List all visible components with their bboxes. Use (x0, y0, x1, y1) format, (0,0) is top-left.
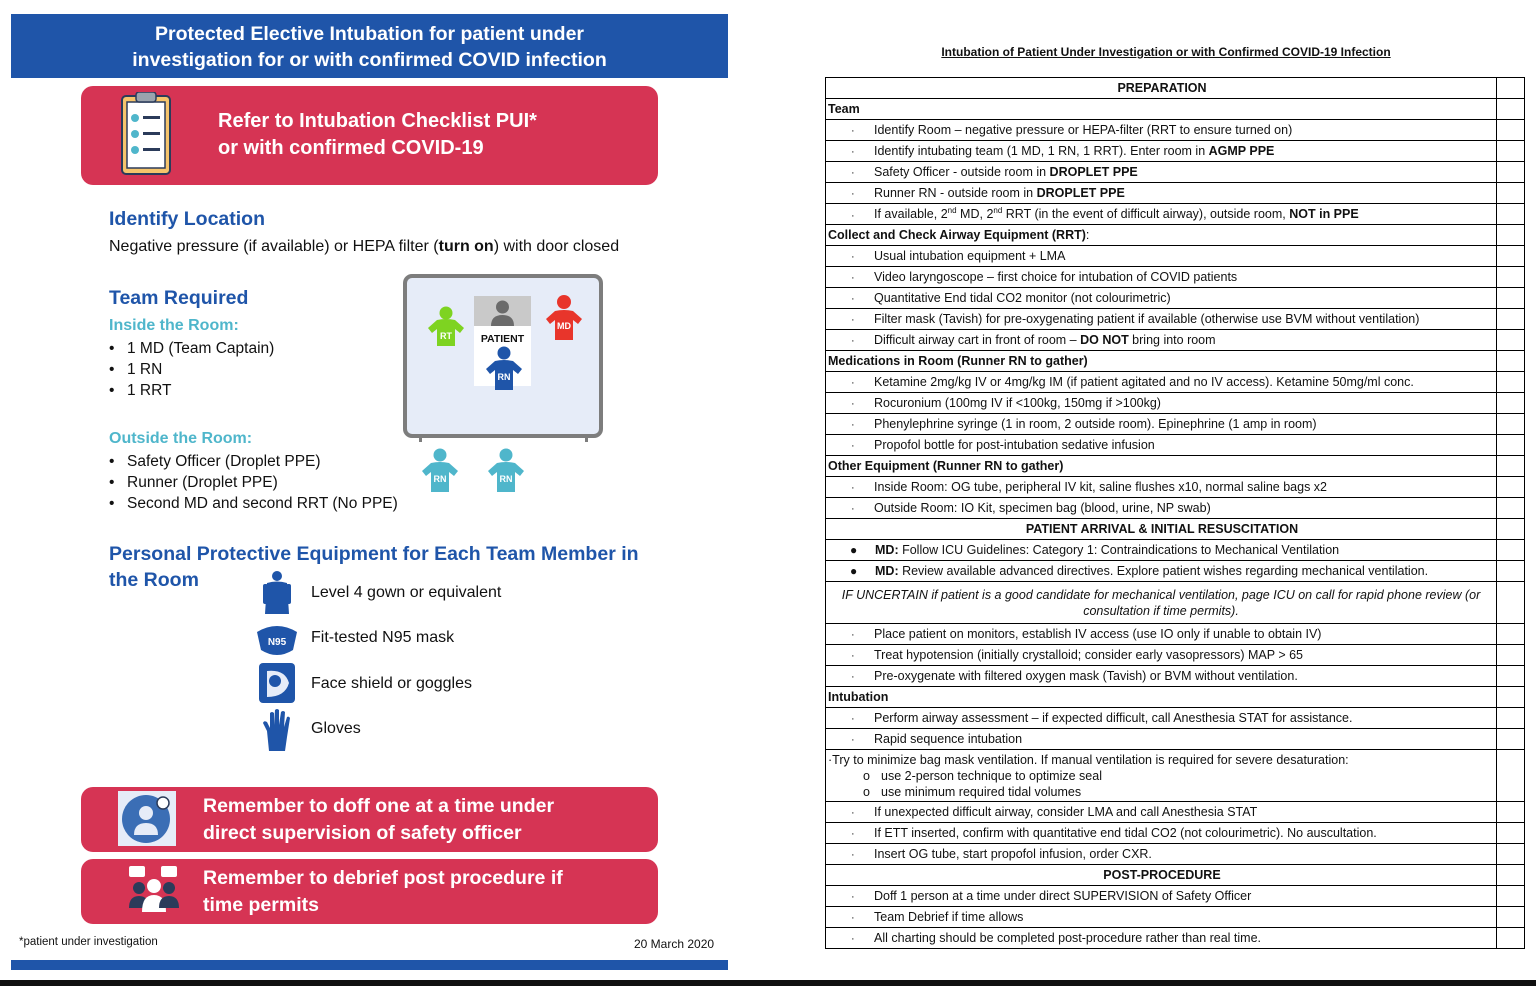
checklist-row (826, 708, 1525, 729)
checklist-item-text: Try to minimize bag mask ventilation. If manual ventilation is required for severe desaturation: (832, 753, 1349, 767)
checklist-item-bold: AGMP PPE (1208, 144, 1275, 158)
checklist-cell (826, 414, 1497, 435)
checklist-row (826, 666, 1525, 687)
checklist-item-bold: DROPLET PPE (1049, 165, 1138, 179)
checklist-row (826, 582, 1525, 624)
checklist-item-bold: MD: (875, 543, 899, 557)
room-diagram-leg (585, 434, 588, 442)
location-text-bold: turn on (438, 238, 494, 255)
checklist-item-text: RRT (in the event of difficult airway), outside room, (1002, 207, 1290, 222)
checklist-section-heading: Team (828, 102, 860, 116)
checklist-item-text: Pre-oxygenate with filtered oxygen mask (Tavish) or BVM without ventilation. (874, 669, 1298, 683)
bullet-mark: · (851, 734, 855, 746)
refer-checklist-banner (81, 86, 658, 185)
checklist-checkbox[interactable] (1497, 246, 1525, 267)
intubation-poster (0, 0, 740, 986)
list-item: • Second MD and second RRT (No PPE) (109, 493, 398, 514)
checklist-cell (826, 687, 1497, 708)
checklist-section-heading: Intubation (828, 690, 889, 704)
ppe-shield-label: Face shield or goggles (311, 675, 472, 692)
location-description (109, 238, 619, 256)
checklist-row (826, 162, 1525, 183)
checklist-checkbox[interactable] (1497, 844, 1525, 865)
checklist-checkbox[interactable] (1497, 120, 1525, 141)
checklist-item-text: Follow ICU Guidelines: Category 1: Contraindications to Mechanical Ventilation (898, 543, 1340, 557)
room-diagram-leg (419, 434, 422, 442)
checklist-cell (826, 246, 1497, 267)
n95-mask-text: N95 (267, 637, 287, 648)
debrief-line2: time permits (203, 894, 319, 916)
checklist-row (826, 267, 1525, 288)
bullet-mark: · (851, 828, 855, 840)
checklist-checkbox[interactable] (1497, 750, 1525, 802)
checklist-checkbox[interactable] (1497, 162, 1525, 183)
rt-staff-icon (423, 306, 469, 348)
checklist-row (826, 330, 1525, 351)
poster-bottom-bar (11, 960, 728, 970)
outside-room-list (109, 451, 398, 514)
checklist-item-text: Rapid sequence intubation (874, 732, 1023, 746)
poster-title-banner (11, 14, 728, 78)
safety-officer-icon (118, 791, 176, 846)
doff-reminder-text (203, 793, 554, 847)
checklist-cell (826, 141, 1497, 162)
checklist-item-text: Inside Room: OG tube, peripheral IV kit, saline flushes x10, normal saline bags x2 (874, 480, 1328, 494)
patient-person-icon (474, 296, 531, 326)
checklist-item-text: Review available advanced directives. Explore patient wishes regarding mechanical ventilation. (898, 564, 1429, 578)
team-debrief-icon (127, 864, 181, 918)
checklist-checkbox[interactable] (1497, 183, 1525, 204)
checklist-row (826, 844, 1525, 865)
checklist-cell (826, 372, 1497, 393)
checklist-checkbox[interactable] (1497, 540, 1525, 561)
checklist-cell (826, 865, 1497, 886)
checklist-row (826, 865, 1525, 886)
identify-location-heading: Identify Location (109, 208, 265, 230)
checklist-item-bold: MD: (875, 564, 899, 578)
checklist-item-text: Rocuronium (100mg IV if <100kg, 150mg if >100kg) (874, 396, 1161, 410)
checklist-checkbox[interactable] (1497, 582, 1525, 624)
checklist-row (826, 246, 1525, 267)
list-item: • Runner (Droplet PPE) (109, 472, 398, 493)
bullet-mark: · (851, 125, 855, 137)
debrief-reminder-text (203, 865, 563, 919)
checklist-cell (826, 99, 1497, 120)
checklist-checkbox[interactable] (1497, 823, 1525, 844)
rt-label: RT (440, 331, 452, 341)
checklist-row (826, 372, 1525, 393)
checklist-cell (826, 750, 1497, 802)
checklist-checkbox[interactable] (1497, 498, 1525, 519)
bullet-mark: · (851, 891, 855, 903)
checklist-item-text: Identify Room – negative pressure or HEPA-filter (RRT to ensure turned on) (874, 123, 1293, 137)
patient-photo (474, 296, 531, 326)
bullet-mark: ● (850, 543, 858, 557)
checklist-item-text: Propofol bottle for post-intubation sedative infusion (874, 438, 1155, 452)
checklist-checkbox[interactable] (1497, 802, 1525, 823)
checklist-checkbox[interactable] (1497, 414, 1525, 435)
checklist-cell (826, 456, 1497, 477)
glove-icon (255, 707, 299, 751)
checklist-row (826, 624, 1525, 645)
refer-text (218, 108, 537, 162)
bullet-mark: · (851, 188, 855, 200)
checklist-checkbox[interactable] (1497, 309, 1525, 330)
bullet-mark: · (851, 503, 855, 515)
outside-rn-label: RN (499, 474, 513, 484)
checklist-row (826, 435, 1525, 456)
checklist-cell (826, 309, 1497, 330)
bullet-mark: · (851, 419, 855, 431)
rn-staff-icon (481, 346, 527, 392)
checklist-checkbox[interactable] (1497, 886, 1525, 907)
location-text-post: ) with door closed (493, 238, 620, 255)
checklist-checkbox[interactable] (1497, 928, 1525, 949)
poster-date: 20 March 2020 (634, 937, 715, 951)
patient-label: PATIENT (480, 333, 525, 345)
ppe-gown-label: Level 4 gown or equivalent (311, 584, 502, 601)
checklist-title: Intubation of Patient Under Investigation or with Confirmed COVID-19 Infection (941, 45, 1391, 59)
checklist-checkbox[interactable] (1497, 477, 1525, 498)
checklist-row (826, 561, 1525, 582)
inside-room-list (109, 338, 274, 401)
checklist-item-text: Perform airway assessment – if expected difficult, call Anesthesia STAT for assistance. (874, 711, 1353, 725)
checklist-cell (826, 708, 1497, 729)
checklist-cell (826, 561, 1497, 582)
bullet-mark: · (851, 440, 855, 452)
checklist-row (826, 204, 1525, 225)
checklist-section-heading: Collect and Check Airway Equipment (RRT) (828, 228, 1086, 242)
checklist-cell (826, 729, 1497, 750)
checklist-row (826, 687, 1525, 708)
ppe-heading-line2: the Room (109, 569, 199, 591)
checklist-checkbox[interactable] (1497, 330, 1525, 351)
debrief-reminder-banner (81, 859, 658, 924)
refer-line1: Refer to Intubation Checklist PUI* (218, 110, 537, 132)
sub-bullet-mark: o (863, 785, 870, 799)
checklist-item-text: Identify intubating team (1 MD, 1 RN, 1 RRT). Enter room in (874, 144, 1209, 158)
n95-mask-icon (255, 618, 299, 662)
ordinal-suffix: nd (993, 206, 1003, 216)
checklist-row (826, 886, 1525, 907)
bullet-mark: · (851, 377, 855, 389)
checklist-row (826, 645, 1525, 666)
checklist-row (826, 477, 1525, 498)
inside-room-heading: Inside the Room: (109, 317, 239, 334)
checklist-cell (826, 907, 1497, 928)
checklist-cell (826, 540, 1497, 561)
checklist-row (826, 78, 1525, 99)
list-item: • Safety Officer (Droplet PPE) (109, 451, 398, 472)
debrief-line1: Remember to debrief post procedure if (203, 867, 563, 889)
bullet-mark: · (828, 753, 833, 767)
bullet-mark: · (851, 713, 855, 725)
checklist-item-text: Doff 1 person at a time under direct SUPERVISION of Safety Officer (874, 889, 1252, 903)
checklist-checkbox[interactable] (1497, 141, 1525, 162)
checklist-checkbox[interactable] (1497, 687, 1525, 708)
checklist-cell (826, 582, 1497, 624)
checklist-checkbox[interactable] (1497, 456, 1525, 477)
list-item: • 1 RRT (109, 380, 274, 401)
checklist-subitem-text: use 2-person technique to optimize seal (881, 769, 1102, 783)
checklist-row (826, 907, 1525, 928)
checklist-section-heading: Other Equipment (Runner RN to gather) (828, 459, 1064, 473)
checklist-item-bold: DROPLET PPE (1036, 186, 1125, 200)
checklist-cell (826, 928, 1497, 949)
checklist-section-title: PATIENT ARRIVAL & INITIAL RESUSCITATION (1025, 522, 1299, 536)
poster-title-line2: investigation for or with confirmed COVID infection (132, 49, 607, 71)
bullet-mark: ● (850, 564, 858, 578)
md-staff-icon (541, 294, 587, 342)
checklist-row (826, 519, 1525, 540)
checklist-checkbox[interactable] (1497, 729, 1525, 750)
checklist-item-text: Video laryngoscope – first choice for intubation of COVID patients (874, 270, 1238, 284)
checklist-row (826, 141, 1525, 162)
bullet-mark: · (851, 146, 855, 158)
checklist-checkbox[interactable] (1497, 204, 1525, 225)
checklist-section-title: PREPARATION (1117, 81, 1207, 95)
checklist-item-text: MD, (956, 207, 987, 222)
bullet-mark: · (851, 251, 855, 263)
checklist-row (826, 99, 1525, 120)
checklist-item-text: Runner RN - outside room in (874, 186, 1037, 200)
checklist-cell (826, 351, 1497, 372)
checklist-note: IF UNCERTAIN if patient is a good candidate for mechanical ventilation, page ICU on call for rapid phone review (or consultation if time permits). (841, 587, 1481, 618)
checklist-row (826, 351, 1525, 372)
checklist-row (826, 802, 1525, 823)
outside-rn-label: RN (433, 474, 447, 484)
bullet-mark: · (851, 398, 855, 410)
checklist-row (826, 120, 1525, 141)
checklist-row (826, 729, 1525, 750)
checklist-item-text: Place patient on monitors, establish IV access (use IO only if unable to obtain IV) (874, 627, 1322, 641)
checklist-item-bold: NOT in PPE (1289, 207, 1359, 222)
checklist-checkbox[interactable] (1497, 393, 1525, 414)
checklist-checkbox[interactable] (1497, 865, 1525, 886)
checklist-row (826, 183, 1525, 204)
checklist-item-text: If ETT inserted, confirm with quantitative end tidal CO2 (not colourimetric). No auscultation. (874, 826, 1377, 840)
checklist-subitem-text: use minimum required tidal volumes (881, 785, 1082, 799)
checklist-cell (826, 519, 1497, 540)
checklist-cell (826, 330, 1497, 351)
poster-title-line1: Protected Elective Intubation for patient under (154, 23, 585, 45)
bullet-mark: · (851, 167, 855, 179)
checklist-cell (826, 477, 1497, 498)
doff-reminder-banner (81, 787, 658, 852)
checklist-cell (826, 393, 1497, 414)
checklist-row (826, 750, 1525, 802)
gown-icon (255, 570, 299, 614)
checklist-item-text: If available, (874, 207, 941, 222)
checklist-subitem (828, 784, 1496, 800)
refer-line2: or with confirmed COVID-19 (218, 137, 484, 159)
checklist-cell: · If available, 2nd MD, 2nd RRT (in the event of difficult airway), outside room, NOT in PPE (826, 204, 1497, 225)
checklist-checkbox[interactable] (1497, 225, 1525, 246)
checklist-cell (826, 267, 1497, 288)
bullet-mark: · (851, 209, 855, 222)
checklist-checkbox[interactable] (1497, 435, 1525, 456)
rn-label: RN (497, 372, 511, 382)
checklist-checkbox[interactable] (1497, 907, 1525, 928)
checklist-row (826, 456, 1525, 477)
bullet-mark: · (851, 933, 855, 945)
location-text-pre: Negative pressure (if available) or HEPA filter ( (109, 238, 439, 255)
checklist-cell (826, 498, 1497, 519)
ppe-gloves-label: Gloves (311, 720, 361, 737)
checklist-checkbox[interactable] (1497, 351, 1525, 372)
checklist-cell (826, 162, 1497, 183)
bullet-mark: · (851, 314, 855, 326)
checklist-cell (826, 624, 1497, 645)
footnote: *patient under investigation (19, 936, 158, 948)
face-shield-icon (255, 661, 299, 705)
bullet-mark: · (851, 671, 855, 683)
bullet-mark: · (851, 335, 855, 347)
checklist-checkbox[interactable] (1497, 288, 1525, 309)
checklist-checkbox[interactable] (1497, 519, 1525, 540)
checklist-row (826, 288, 1525, 309)
checklist-row (826, 414, 1525, 435)
checklist-row (826, 928, 1525, 949)
checklist-checkbox[interactable] (1497, 78, 1525, 99)
doff-line2: direct supervision of safety officer (203, 822, 522, 844)
bullet-mark: · (851, 849, 855, 861)
checklist-section-heading: Medications in Room (Runner RN to gather) (828, 354, 1088, 368)
checklist-checkbox[interactable] (1497, 666, 1525, 687)
checklist-row (826, 540, 1525, 561)
checklist-checkbox[interactable] (1497, 372, 1525, 393)
checklist-cell (826, 645, 1497, 666)
ppe-mask-label: Fit-tested N95 mask (311, 629, 455, 646)
bullet-mark: · (851, 912, 855, 924)
outside-rn-icon (483, 448, 529, 494)
list-item: • 1 RN (109, 359, 274, 380)
ordinal-suffix: nd (947, 206, 957, 216)
checklist-cell (826, 183, 1497, 204)
doff-line1: Remember to doff one at a time under (203, 795, 555, 817)
checklist-row (826, 309, 1525, 330)
ppe-heading-line1: Personal Protective Equipment for Each Team Member in (109, 543, 639, 565)
checklist-subitem (828, 768, 1496, 784)
intubation-checklist-table (825, 77, 1525, 949)
checklist-item-text: Outside Room: IO Kit, specimen bag (blood, urine, NP swab) (874, 501, 1211, 515)
team-required-heading: Team Required (109, 287, 249, 309)
checklist-checkbox[interactable] (1497, 99, 1525, 120)
checklist-item-text: If unexpected difficult airway, consider LMA and call Anesthesia STAT (874, 805, 1258, 819)
checklist-checkbox[interactable] (1497, 708, 1525, 729)
checklist-cell (826, 225, 1497, 246)
checklist-cell (826, 666, 1497, 687)
checklist-item-text: Safety Officer - outside room in (874, 165, 1050, 179)
checklist-item-text: Phenylephrine syringe (1 in room, 2 outside room). Epinephrine (1 amp in room) (874, 417, 1317, 431)
outside-rn-icon (417, 448, 463, 494)
checklist-cell (826, 823, 1497, 844)
checklist-item-text: Team Debrief if time allows (874, 910, 1024, 924)
checklist-row (826, 393, 1525, 414)
checklist-item-text: Quantitative End tidal CO2 monitor (not colourimetric) (874, 291, 1171, 305)
checklist-item-text: Filter mask (Tavish) for pre-oxygenating patient if available (otherwise use BVM without ventilation) (874, 312, 1420, 326)
checklist-cell (826, 288, 1497, 309)
checklist-checkbox[interactable] (1497, 267, 1525, 288)
checklist-item-text: Insert OG tube, start propofol infusion, order CXR. (874, 847, 1152, 861)
checklist-cell (826, 120, 1497, 141)
checklist-cell (826, 802, 1497, 823)
bullet-mark: · (851, 272, 855, 284)
page-bottom-border (0, 980, 1536, 986)
checklist-row (826, 823, 1525, 844)
list-item: • 1 MD (Team Captain) (109, 338, 274, 359)
checklist-cell (826, 844, 1497, 865)
checklist-item-text: Ketamine 2mg/kg IV or 4mg/kg IM (if patient agitated and no IV access). Ketamine 50mg/ml conc. (874, 375, 1414, 389)
bullet-mark: · (851, 293, 855, 305)
checklist-section-title: POST-PROCEDURE (1103, 868, 1221, 882)
sub-bullet-mark: o (863, 769, 870, 783)
bullet-mark: · (851, 650, 855, 662)
checklist-cell (826, 78, 1497, 99)
checklist-cell (826, 435, 1497, 456)
checklist-item-text: Usual intubation equipment + LMA (874, 249, 1066, 263)
clipboard-checklist-icon (121, 92, 171, 176)
checklist-item-text: Treat hypotension (initially crystalloid; consider early vasopressors) MAP > 65 (874, 648, 1304, 662)
checklist-checkbox[interactable] (1497, 645, 1525, 666)
md-label: MD (557, 321, 571, 331)
checklist-item-text: All charting should be completed post-procedure rather than real time. (874, 931, 1262, 945)
outside-room-heading: Outside the Room: (109, 430, 253, 447)
checklist-checkbox[interactable] (1497, 624, 1525, 645)
checklist-row (826, 225, 1525, 246)
checklist-item-tail: bring into room (1128, 333, 1216, 347)
bullet-mark: · (851, 807, 855, 819)
checklist-section-colon: : (1085, 228, 1090, 242)
checklist-checkbox[interactable] (1497, 561, 1525, 582)
checklist-row (826, 498, 1525, 519)
checklist-item-text: Difficult airway cart in front of room – (874, 333, 1081, 347)
bullet-mark: · (851, 629, 855, 641)
checklist-cell (826, 886, 1497, 907)
checklist-item-bold: DO NOT (1080, 333, 1129, 347)
bullet-mark: · (851, 482, 855, 494)
